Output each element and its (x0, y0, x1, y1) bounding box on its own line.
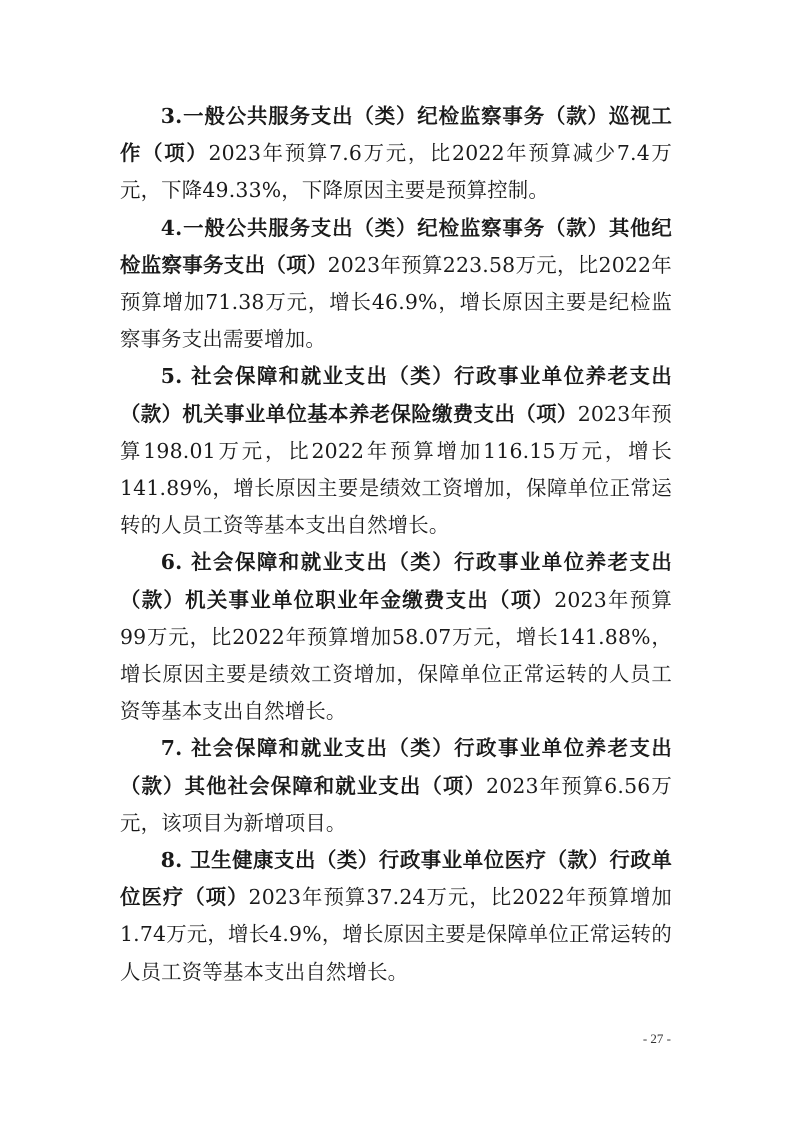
paragraph-item-6 (120, 544, 672, 730)
paragraph-text: 2023年预算6.56万元，该项目为新增项目。 (120, 773, 672, 835)
paragraph-text: 2023年预算99万元，比2022年预算增加58.07万元，增长141.88%，增长原因主要是绩效工资增加，保障单位正常运转的人员工资等基本支出自然增长。 (120, 587, 673, 724)
paragraph-heading: 3.一般公共服务支出（类）纪检监察事务（款）巡视工作（项） (120, 104, 672, 166)
paragraph-heading: 8. 卫生健康支出（类）行政事业单位医疗（款）行政单位医疗（项） (120, 848, 672, 910)
document-body (120, 98, 672, 991)
paragraph-item-5 (120, 358, 672, 544)
paragraph-item-4 (120, 210, 672, 359)
paragraph-item-7 (120, 730, 672, 842)
paragraph-text: 2023年预算223.58万元，比2022年预算增加71.38万元，增长46.9%，增长原因主要是纪检监察事务支出需要增加。 (120, 252, 672, 352)
paragraph-heading: 7. 社会保障和就业支出（类）行政事业单位养老支出（款）其他社会保障和就业支出（项） (120, 736, 672, 798)
paragraph-heading: 4.一般公共服务支出（类）纪检监察事务（款）其他纪检监察事务支出（项） (120, 215, 672, 277)
paragraph-heading: 5. 社会保障和就业支出（类）行政事业单位养老支出（款）机关事业单位基本养老保险缴费支出（项） (120, 364, 672, 426)
paragraph-item-8 (120, 842, 672, 991)
page-number: - 27 - (642, 1031, 671, 1046)
paragraph-item-3 (120, 98, 672, 210)
paragraph-text: 2023年预算198.01万元，比2022年预算增加116.15万元，增长141.89%，增长原因主要是绩效工资增加，保障单位正常运转的人员工资等基本支出自然增长。 (120, 401, 673, 538)
paragraph-heading: 6. 社会保障和就业支出（类）行政事业单位养老支出（款）机关事业单位职业年金缴费支出（项） (120, 550, 672, 612)
paragraph-text: 2023年预算7.6万元，比2022年预算减少7.4万元，下降49.33%，下降原因主要是预算控制。 (120, 141, 672, 203)
paragraph-text: 2023年预算37.24万元，比2022年预算增加1.74万元，增长4.9%，增长原因主要是保障单位正常运转的人员工资等基本支出自然增长。 (120, 885, 672, 984)
